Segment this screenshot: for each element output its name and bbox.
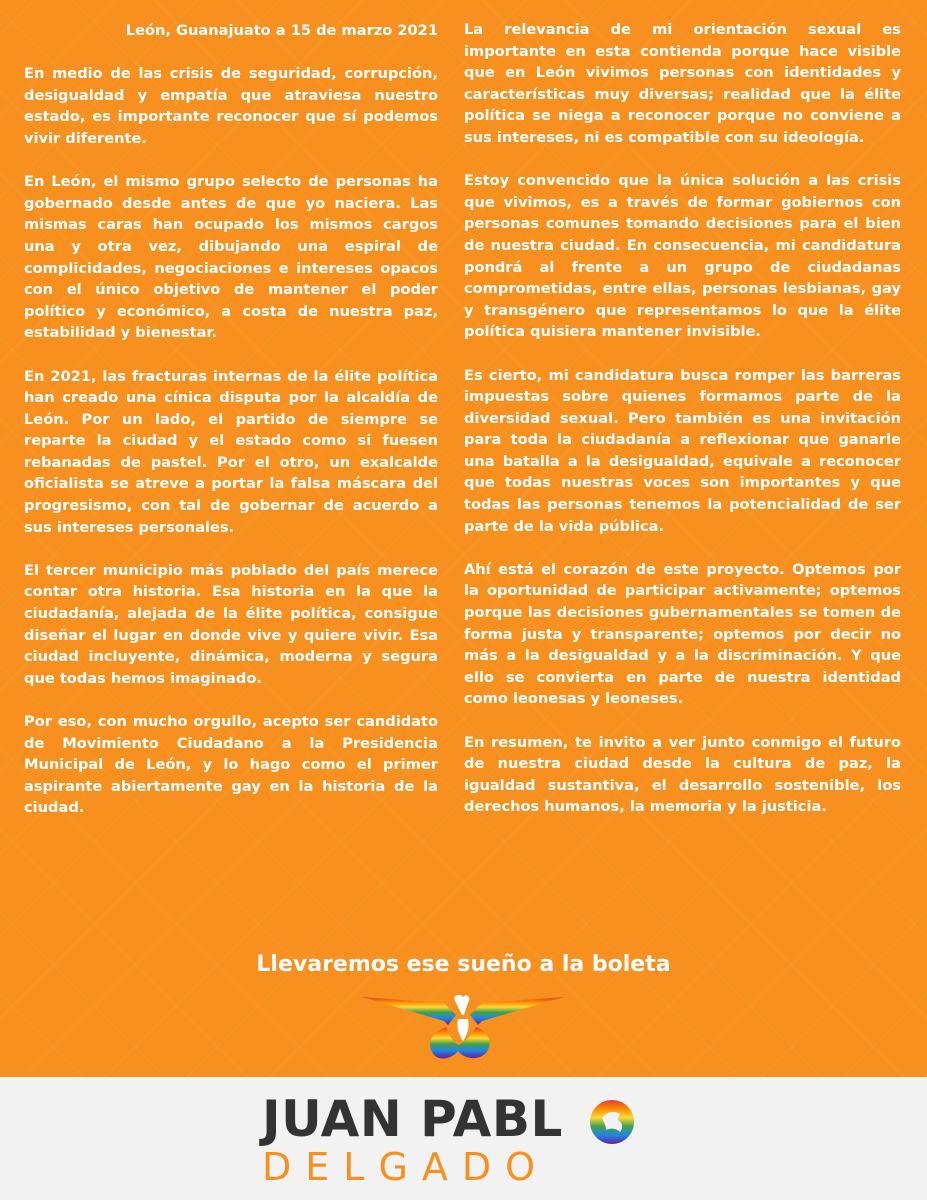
right-column <box>464 19 901 840</box>
letter-paragraph: En 2021, las fracturas internas de la élite política han creado una cínica disputa por la alcaldía de León. Por un lado, el partido de siempre se reparte la ciudad y el estado como si fuesen rebanadas de pastel. Por el otro, un exalcalde oficialista se atreve a portar la falsa máscara del progresismo, con tal de gobernar de acuerdo a sus intereses personales. <box>24 367 438 536</box>
rainbow-eagle-icon <box>360 993 566 1063</box>
letter-paragraph: Por eso, con mucho orgullo, acepto ser candidato de Movimiento Ciudadano a la Presidencia Municipal de León, y lo hago como el primer aspirante abiertamente gay en la historia de la ciudad. <box>24 713 438 817</box>
letter-paragraph: La relevancia de mi orientación sexual es importante en esta contienda porque hace visible que en León vivimos personas con identidades y características muy diversas; realidad que la élite política se niega a reconocer porque no conviene a sus intereses, ni es compatible con su ideología. <box>464 21 901 146</box>
slogan: Llevaremos ese sueño a la boleta <box>256 952 671 977</box>
rainbow-o-icon <box>588 1098 636 1146</box>
letter-paragraph: Es cierto, mi candidatura busca romper las barreras impuestas sobre quienes formamos parte de la diversidad sexual. Pero también es una invitación para toda la ciudadanía a reflexionar que ganarle una batalla a la desigualdad, equivale a reconocer que todas nuestras voces son importantes y que todas las personas tenemos la potencialidad de ser parte de la vida pública. <box>464 366 901 535</box>
candidate-first-name: JUAN PABL <box>262 1090 563 1148</box>
letter-paragraph: En medio de las crisis de seguridad, corrupción, desigualdad y empatía que atraviesa nuestro estado, es importante reconocer que sí podemos vivir diferente. <box>24 65 438 147</box>
candidate-last-name: DELGADO <box>262 1145 550 1189</box>
letter-paragraph: Ahí está el corazón de este proyecto. Optemos por la oportunidad de participar activamente; optemos porque las decisiones gubernamentales se tomen de forma justa y transparente; optemos por decir no más a la desigualdad y a la discriminación. Y que ello se convierta en parte de nuestra identidad como leonesas y leoneses. <box>464 560 901 708</box>
letter-date: León, Guanajuato a 15 de marzo 2021 <box>125 22 438 39</box>
letter-paragraph: El tercer municipio más poblado del país merece contar otra historia. Esa historia en la que la ciudadanía, alejada de la élite política, consigue diseñar el lugar en donde vive y quiere vivir. Esa ciudad incluyente, dinámica, moderna y segura que todas hemos imaginado. <box>24 561 438 687</box>
letter-paragraph: En León, el mismo grupo selecto de personas ha gobernado desde antes de que yo naciera. Las mismas caras han ocupado los mismos cargos una y otra vez, dibujando una espiral de complicidades, negociaciones e intereses opacos con el único objetivo de mantener el poder político y económico, a costa de nuestra paz, estabilidad y bienestar. <box>24 173 438 342</box>
letter-paragraph: Estoy convencido que la única solución a las crisis que vivimos, es a través de formar gobiernos con personas comunes tomando decisiones para el bien de nuestra ciudad. En consecuencia, mi candidatura pondrá al frente a un grupo de ciudadanas comprometidas, entre ellas, personas lesbianas, gay y transgénero que representamos lo que la élite política quisiera mantener invisible. <box>464 172 901 341</box>
letter-paragraph: En resumen, te invito a ver junto conmigo el futuro de nuestra ciudad desde la cultura de paz, la igualdad sustantiva, el desarrollo sostenible, los derechos humanos, la memoria y la justicia. <box>464 733 901 816</box>
left-column <box>24 20 438 841</box>
